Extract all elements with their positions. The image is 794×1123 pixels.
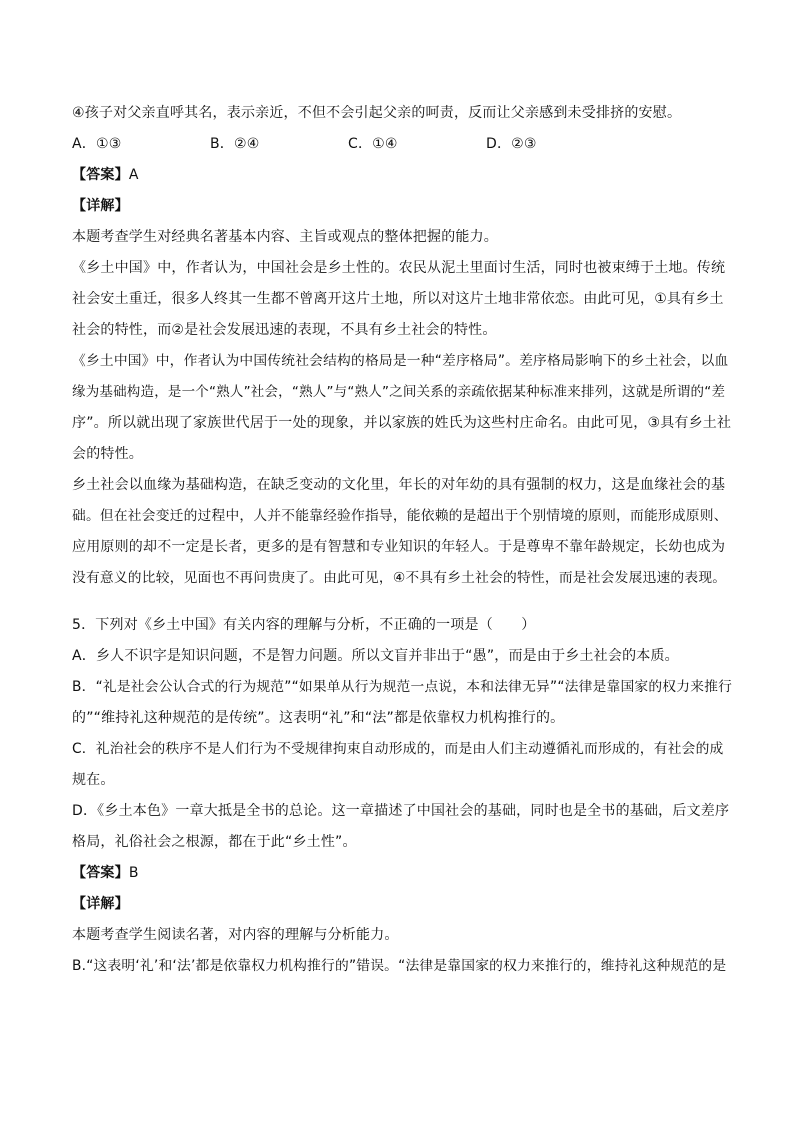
question5-option-line: B．“礼是社会公认合式的行为规范”“如果单从行为规范一点说，本和法律无异”“法律是靠国家的权力来推行 <box>72 679 733 695</box>
question5-option-line: D．《乡土本色》一章大抵是全书的总论。这一章描述了中国社会的基础，同时也是全书的基础，后文差序 <box>72 803 730 819</box>
detail-line: 本题考查学生阅读名著，对内容的理解与分析能力。 <box>72 927 399 943</box>
detail-label: 【详解】 <box>72 198 129 214</box>
detail-line: 社会的特性，而②是社会发展迅速的表现，不具有乡土社会的特性。 <box>72 322 497 338</box>
document-page <box>72 98 732 982</box>
detail-line: B.“这表明‘礼’和‘法’都是依靠权力机构推行的”错误。“法律是靠国家的权力来推行的，维持礼这种规范的是 <box>72 958 727 974</box>
question5-option-line: 的”“维持礼这种规范的是传统”。这表明“礼”和“法”都是依靠权力机构推行的。 <box>72 710 565 726</box>
detail-label: 【详解】 <box>72 896 129 912</box>
question5-answer <box>72 858 732 889</box>
detail-line: 社会安土重迁，很多人终其一生都不曾离开这片土地，所以对这片土地非常依恋。由此可见，①具有乡土 <box>72 291 724 307</box>
detail-line: 应用原则的却不一定是长者，更多的是有智慧和专业知识的年轻人。于是尊卑不靠年龄规定，长幼也成为 <box>72 539 726 555</box>
question5-stem: 5．下列对《乡土中国》有关内容的理解与分析，不正确的一项是（ ） <box>72 617 536 633</box>
answer-value: B <box>128 865 139 881</box>
option-c: C．①④ <box>348 136 398 152</box>
answer-label: 【答案】 <box>72 865 129 881</box>
detail-line: 会的特性。 <box>72 446 143 462</box>
option-a: A．①③ <box>72 136 122 152</box>
detail-line: 乡土社会以血缘为基础构造，在缺乏变动的文化里，年长的对年幼的具有强制的权力，这是血缘社会的基 <box>72 477 726 493</box>
detail-line: 缘为基础构造，是一个“熟人”社会，“熟人”与“熟人”之间关系的亲疏依据某种标准来排列，这就是所谓的“差 <box>72 384 726 400</box>
option-b: B．②④ <box>210 136 260 152</box>
answer-label: 【答案】 <box>72 167 129 183</box>
detail-line: 《乡土中国》中，作者认为中国传统社会结构的格局是一种“差序格局”。差序格局影响下的乡土社会，以血 <box>72 353 729 369</box>
question5-option-line: 格局，礼俗社会之根源，都在于此“乡土性”。 <box>72 834 357 850</box>
question4-answer <box>72 160 732 191</box>
detail-line: 没有意义的比较，见面也不再问贵庚了。由此可见，④不具有乡土社会的特性，而是社会发展迅速的表现。 <box>72 570 727 586</box>
question4-item4: ④孩子对父亲直呼其名，表示亲近，不但不会引起父亲的呵责，反而让父亲感到未受排挤的安慰。 <box>72 105 682 121</box>
detail-line: 《乡土中国》中，作者认为，中国社会是乡土性的。农民从泥土里面讨生活，同时也被束缚于土地。传统 <box>72 260 726 276</box>
question5-option-line: C．礼治社会的秩序不是人们行为不受规律拘束自动形成的，而是由人们主动遵循礼而形成的，有社会的成 <box>72 741 724 757</box>
question5-option-line: A．乡人不识字是知识问题，不是智力问题。所以文盲并非出于“愚”，而是由于乡土社会的本质。 <box>72 648 679 664</box>
option-d: D．②③ <box>486 136 537 152</box>
detail-line: 序”。所以就出现了家族世代居于一处的现象，并以家族的姓氏为这些村庄命名。由此可见，③具有乡土社 <box>72 415 732 431</box>
detail-line: 本题考查学生对经典名著基本内容、主旨或观点的整体把握的能力。 <box>72 229 498 245</box>
detail-line: 础。但在社会变迁的过程中，人并不能靠经验作指导，能依赖的是超出于个别情境的原则，而能形成原则、 <box>72 508 728 524</box>
answer-value: A <box>128 167 139 183</box>
question5-option-line: 规在。 <box>72 772 115 788</box>
paragraph-gap <box>72 594 732 610</box>
question5-detail-label <box>72 889 732 920</box>
question4-detail-label <box>72 191 732 222</box>
question4-options <box>72 129 732 160</box>
